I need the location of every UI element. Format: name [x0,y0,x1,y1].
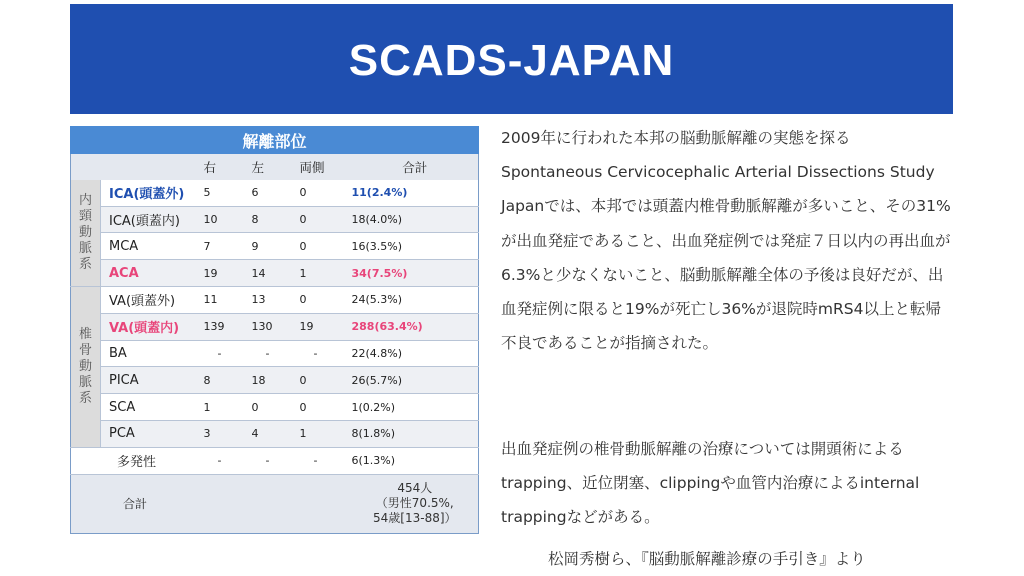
site-name: MCA [101,233,204,260]
table-row [71,394,479,421]
summary-paragraph: 2009年に行われた本邦の脳動脈解離の実態を探るSpontaneous Cervicocephalic Arterial Dissections Study Japanでは、本邦では頭蓋内椎骨動脈解離が多いこと、その31%が出血発症であること、出血発症例では発症７日以内の再出血が6.3%と少なくないこと、脳動脈解離全体の予後は良好だが、出血発症例に限ると19%が死亡し36%が退院時mRS4以上と転帰不良であることが指摘された。 [501,129,951,353]
total-count: 288(63.4%) [352,313,479,340]
right-count: - [204,447,252,474]
total-count: 34(7.5%) [352,260,479,287]
right-count: 8 [204,367,252,394]
table-row [71,180,479,206]
multiple-label: 多発性 [71,447,204,474]
total-count: 24(5.3%) [352,286,479,313]
table-row [71,206,479,233]
left-count: 13 [252,286,300,313]
both-count: 0 [300,180,352,206]
table-row [71,420,479,447]
site-name: ACA [101,260,204,287]
both-count: 0 [300,233,352,260]
site-name: PICA [101,367,204,394]
left-count: 4 [252,420,300,447]
site-name: BA [101,340,204,367]
right-count: 11 [204,286,252,313]
right-count: 5 [204,180,252,206]
total-count: 16(3.5%) [352,233,479,260]
both-count: 0 [300,394,352,421]
header-right: 右 [204,154,252,180]
total-count: 8(1.8%) [352,420,479,447]
total-count: 11(2.4%) [352,180,479,206]
right-count: 3 [204,420,252,447]
total-count: 18(4.0%) [352,206,479,233]
both-count: - [300,447,352,474]
group-label-vertebrobasilar: 椎 骨 動 脈 系 [71,286,101,447]
right-count: - [204,340,252,367]
site-name: PCA [101,420,204,447]
header-total: 合計 [352,154,479,180]
left-count: - [252,447,300,474]
table-row [71,286,479,313]
table-row-total [71,474,479,533]
total-count: 6(1.3%) [352,447,479,474]
both-count: 0 [300,286,352,313]
both-count: 19 [300,313,352,340]
both-count: 1 [300,260,352,287]
table-row [71,260,479,287]
left-count: 8 [252,206,300,233]
site-name: ICA(頭蓋内) [101,206,204,233]
left-count: 18 [252,367,300,394]
title-banner [70,4,953,114]
site-name: VA(頭蓋内) [101,313,204,340]
left-count: - [252,340,300,367]
total-count: 22(4.8%) [352,340,479,367]
right-count: 7 [204,233,252,260]
dissection-site-table [70,126,479,534]
total-count: 1(0.2%) [352,394,479,421]
both-count: 0 [300,367,352,394]
right-count: 19 [204,260,252,287]
table-row [71,367,479,394]
treatment-paragraph: 出血発症例の椎骨動脈解離の治療については開頭術によるtrapping、近位閉塞、clippingや血管内治療によるinternal trappingなどがある。 [501,440,920,527]
both-count: - [300,340,352,367]
left-count: 9 [252,233,300,260]
table-header-row [71,154,479,180]
site-name: ICA(頭蓋外) [101,180,204,206]
page-title: SCADS-JAPAN [348,36,675,85]
left-count: 0 [252,394,300,421]
table-title: 解離部位 [71,127,479,154]
site-name: VA(頭蓋外) [101,286,204,313]
header-both: 両側 [300,154,352,180]
table-row [71,233,479,260]
right-count: 1 [204,394,252,421]
left-count: 14 [252,260,300,287]
total-count: 26(5.7%) [352,367,479,394]
both-count: 1 [300,420,352,447]
total-label: 合計 [71,474,352,533]
table-row [71,340,479,367]
table-row-multiple [71,447,479,474]
left-count: 130 [252,313,300,340]
left-count: 6 [252,180,300,206]
both-count: 0 [300,206,352,233]
site-name: SCA [101,394,204,421]
right-count: 10 [204,206,252,233]
total-value: 454人 （男性70.5%, 54歳[13-88]） [352,474,479,533]
header-left: 左 [252,154,300,180]
citation: 松岡秀樹ら、『脳動脈解離診療の手引き』より [548,550,866,568]
right-count: 139 [204,313,252,340]
group-label-intracranial: 内 頸 動 脈 系 [71,180,101,287]
table-row [71,313,479,340]
